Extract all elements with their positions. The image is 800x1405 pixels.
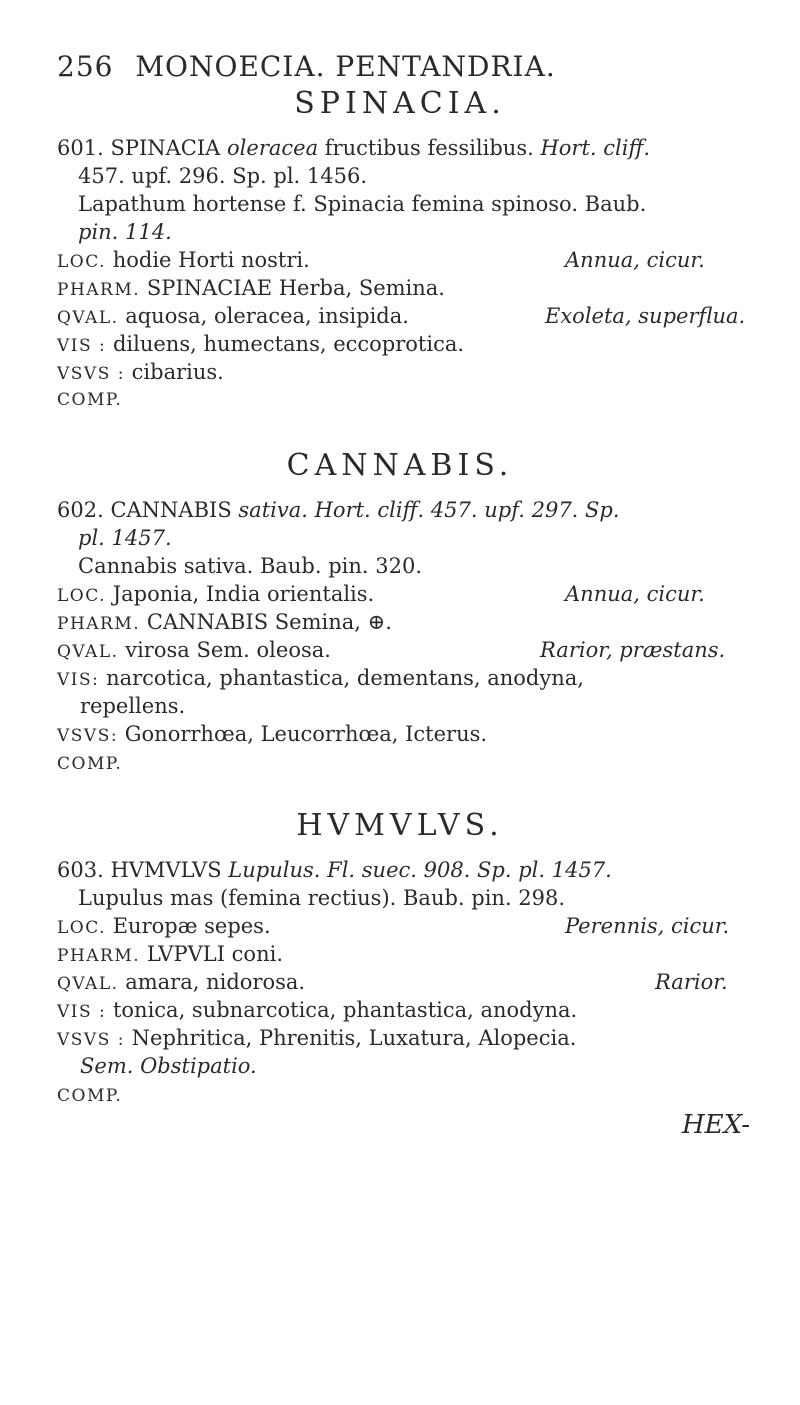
hvmvlvs-loc-right: Perennis, cicur. (565, 914, 730, 938)
hvmvlvs-loc: LOC. Europæ sepes. (57, 914, 271, 938)
genus-title-hvmvlvs: HVMVLVS. (296, 808, 504, 843)
hvmvlvs-usus-cont: Sem. Obstipatio. (80, 1054, 257, 1078)
hvmvlvs-comp: COMP. (57, 1086, 123, 1106)
spinacia-loc-right: Annua, cicur. (565, 248, 705, 272)
cannabis-vis: VIS: narcotica, phantastica, dementans, anodyna, (57, 666, 584, 690)
hvmvlvs-qual-right: Rarior. (655, 970, 728, 994)
entry-601-line-2: 457. upf. 296. Sp. pl. 1456. (78, 164, 368, 188)
entry-601-line-4: pin. 114. (78, 220, 172, 244)
hvmvlvs-vis: VIS : tonica, subnarcotica, phantastica, anodyna. (57, 998, 578, 1022)
entry-602-line-3: Cannabis sativa. Baub. pin. 320. (78, 554, 423, 578)
hvmvlvs-usus: VSVS : Nephritica, Phrenitis, Luxatura, Alopecia. (57, 1026, 577, 1050)
entry-602-line-1: 602. CANNABIS sativa. Hort. cliff. 457. upf. 297. Sp. (57, 498, 620, 522)
entry-601-line-3: Lapathum hortense f. Spinacia femina spinoso. Baub. (78, 192, 647, 216)
cannabis-pharm: PHARM. CANNABIS Semina, ⊕. (57, 610, 392, 634)
cannabis-comp: COMP. (57, 754, 123, 774)
cannabis-usus: VSVS: Gonorrhœa, Leucorrhœa, Icterus. (57, 722, 488, 746)
page-number: 256 (57, 50, 114, 83)
cannabis-loc-right: Annua, cicur. (565, 582, 705, 606)
spinacia-qual: QVAL. aquosa, oleracea, insipida. (57, 304, 409, 328)
spinacia-comp: COMP. (57, 390, 123, 410)
spinacia-vis: VIS : diluens, humectans, eccoprotica. (57, 332, 465, 356)
entry-601-line-1: 601. SPINACIA oleracea fructibus fessilibus. Hort. cliff. (57, 136, 651, 160)
spinacia-qual-right: Exoleta, superflua. (545, 304, 746, 328)
entry-603-line-1: 603. HVMVLVS Lupulus. Fl. suec. 908. Sp. pl. 1457. (57, 858, 612, 882)
page-header (57, 50, 556, 83)
running-title: MONOECIA. PENTANDRIA. (135, 50, 556, 83)
hvmvlvs-pharm: PHARM. LVPVLI coni. (57, 942, 283, 966)
entry-603-line-2: Lupulus mas (femina rectius). Baub. pin. 298. (78, 886, 566, 910)
entry-602-line-2: pl. 1457. (78, 526, 172, 550)
genus-title-spinacia: SPINACIA. (294, 86, 506, 121)
spinacia-loc: LOC. hodie Horti nostri. (57, 248, 310, 272)
cannabis-vis-cont: repellens. (80, 694, 186, 718)
cannabis-qual-right: Rarior, præstans. (540, 638, 726, 662)
cannabis-qual: QVAL. virosa Sem. oleosa. (57, 638, 331, 662)
hvmvlvs-qual: QVAL. amara, nidorosa. (57, 970, 306, 994)
cannabis-loc: LOC. Japonia, India orientalis. (57, 582, 375, 606)
catchword: HEX- (681, 1110, 750, 1140)
spinacia-usus: VSVS : cibarius. (57, 360, 224, 384)
spinacia-pharm: PHARM. SPINACIAE Herba, Semina. (57, 276, 445, 300)
genus-title-cannabis: CANNABIS. (286, 448, 514, 483)
